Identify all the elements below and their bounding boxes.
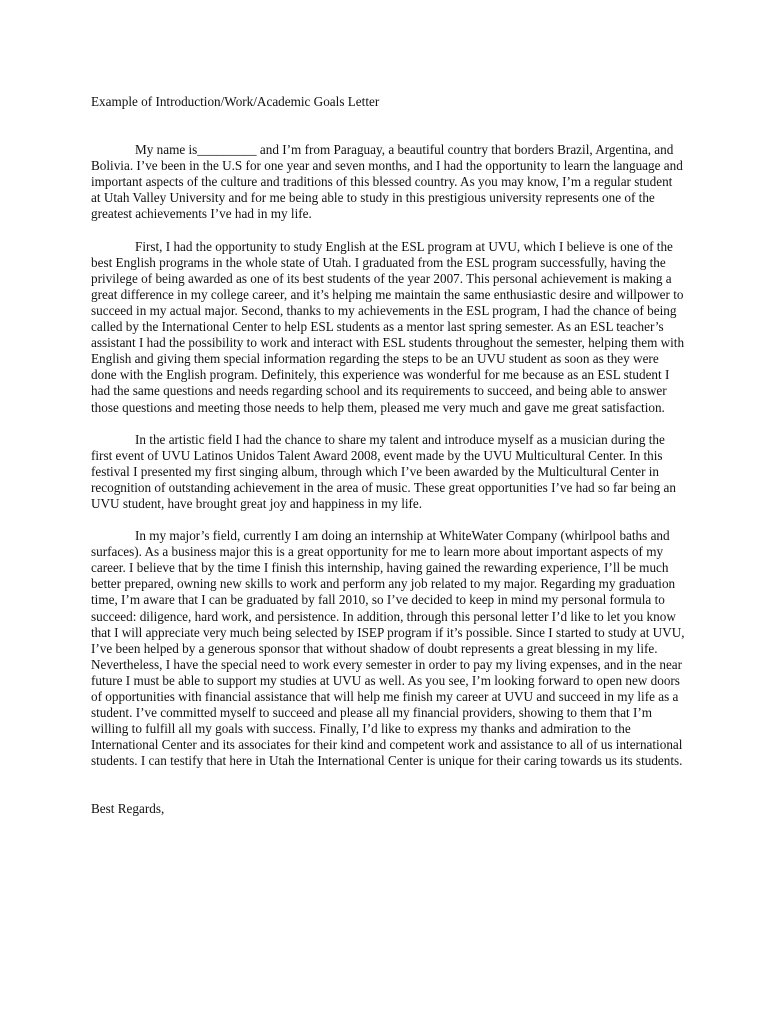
paragraph-artistic-field: In the artistic field I had the chance to share my talent and introduce myself as a musician during the first event of UVU Latinos Unidos Talent Award 2008, event made by the UVU Multicultural Center. In this festival I presented my first singing album, through which I’ve been awarded by the Multicultural Center in recognition of outstanding achievement in the area of music. These great opportunities I’ve had so far being an UVU student, have brought great joy and happiness in my life. [91,431,676,511]
letter-closing: Best Regards, [91,801,165,817]
paragraph-major-field: In my major’s field, currently I am doing an internship at WhiteWater Company (whirlpool baths and surfaces). As a business major this is a great opportunity for me to learn more about important aspects of my career. I believe that by the time I finish this internship, having gained the rewarding experience, I’ll be much better prepared, owning new skills to work and perform any job related to my major. Regarding my graduation time, I’m aware that I can be graduated by fall 2010, so I’ve decided to keep in mind my personal formula to succeed: diligence, hard work, and persistence. In addition, through this personal letter I’d like to let you know that I will appreciate very much being selected by ISEP program if it’s possible. Since I started to study at UVU, I’ve been helped by a generous sponsor that without shadow of doubt represents a great blessing in my life. Nevertheless, I have the special need to work every semester in order to pay my living expenses, and in the near future I must be able to support my studies at UVU as well. As you see, I’m looking forward to open new doors of opportunities with financial assistance that will help me finish my career at UVU and succeed in my life as a student. I’ve committed myself to succeed and please all my financial providers, showing to them that I’m willing to fulfill all my goals with success. Finally, I’d like to express my thanks and admiration to the International Center and its associates for their kind and competent work and assistance to all of us international students. I can testify that here in Utah the International Center is unique for their caring towards us its students. [91,528,685,769]
paragraph-introduction: My name is_________ and I’m from Paraguay, a beautiful country that borders Brazil, Argentina, and Bolivia. I’ve been in the U.S for one year and seven months, and I had the opportunity to learn the language and important aspects of the culture and traditions of this blessed country. As you may know, I’m a regular student at Utah Valley University and for me being able to study in this prestigious university represents one of the greatest achievements I’ve had in my life. [91,142,683,222]
letter-heading: Example of Introduction/Work/Academic Goals Letter [91,94,380,109]
letter-body [91,94,685,818]
paragraph-esl-program: First, I had the opportunity to study English at the ESL program at UVU, which I believe is one of the best English programs in the whole state of Utah. I graduated from the ESL program successfully, having the privilege of being awarded as one of its best students of the year 2007. This personal achievement is making a great difference in my college career, and it’s helping me maintain the same enthusiastic desire and willpower to succeed in my actual major. Second, thanks to my achievements in the ESL program, I had the chance of being called by the International Center to help ESL students as a mentor last spring semester. As an ESL teacher’s assistant I had the possibility to work and interact with ESL students throughout the semester, helping them with English and giving them special information regarding the steps to be an UVU student as soon as they were done with the English program. Definitely, this experience was wonderful for me because as an ESL student I had the same questions and needs regarding school and its requirements to succeed, and being able to answer those questions and meeting those needs to help them, pleased me very much and gave me great satisfaction. [91,238,685,415]
